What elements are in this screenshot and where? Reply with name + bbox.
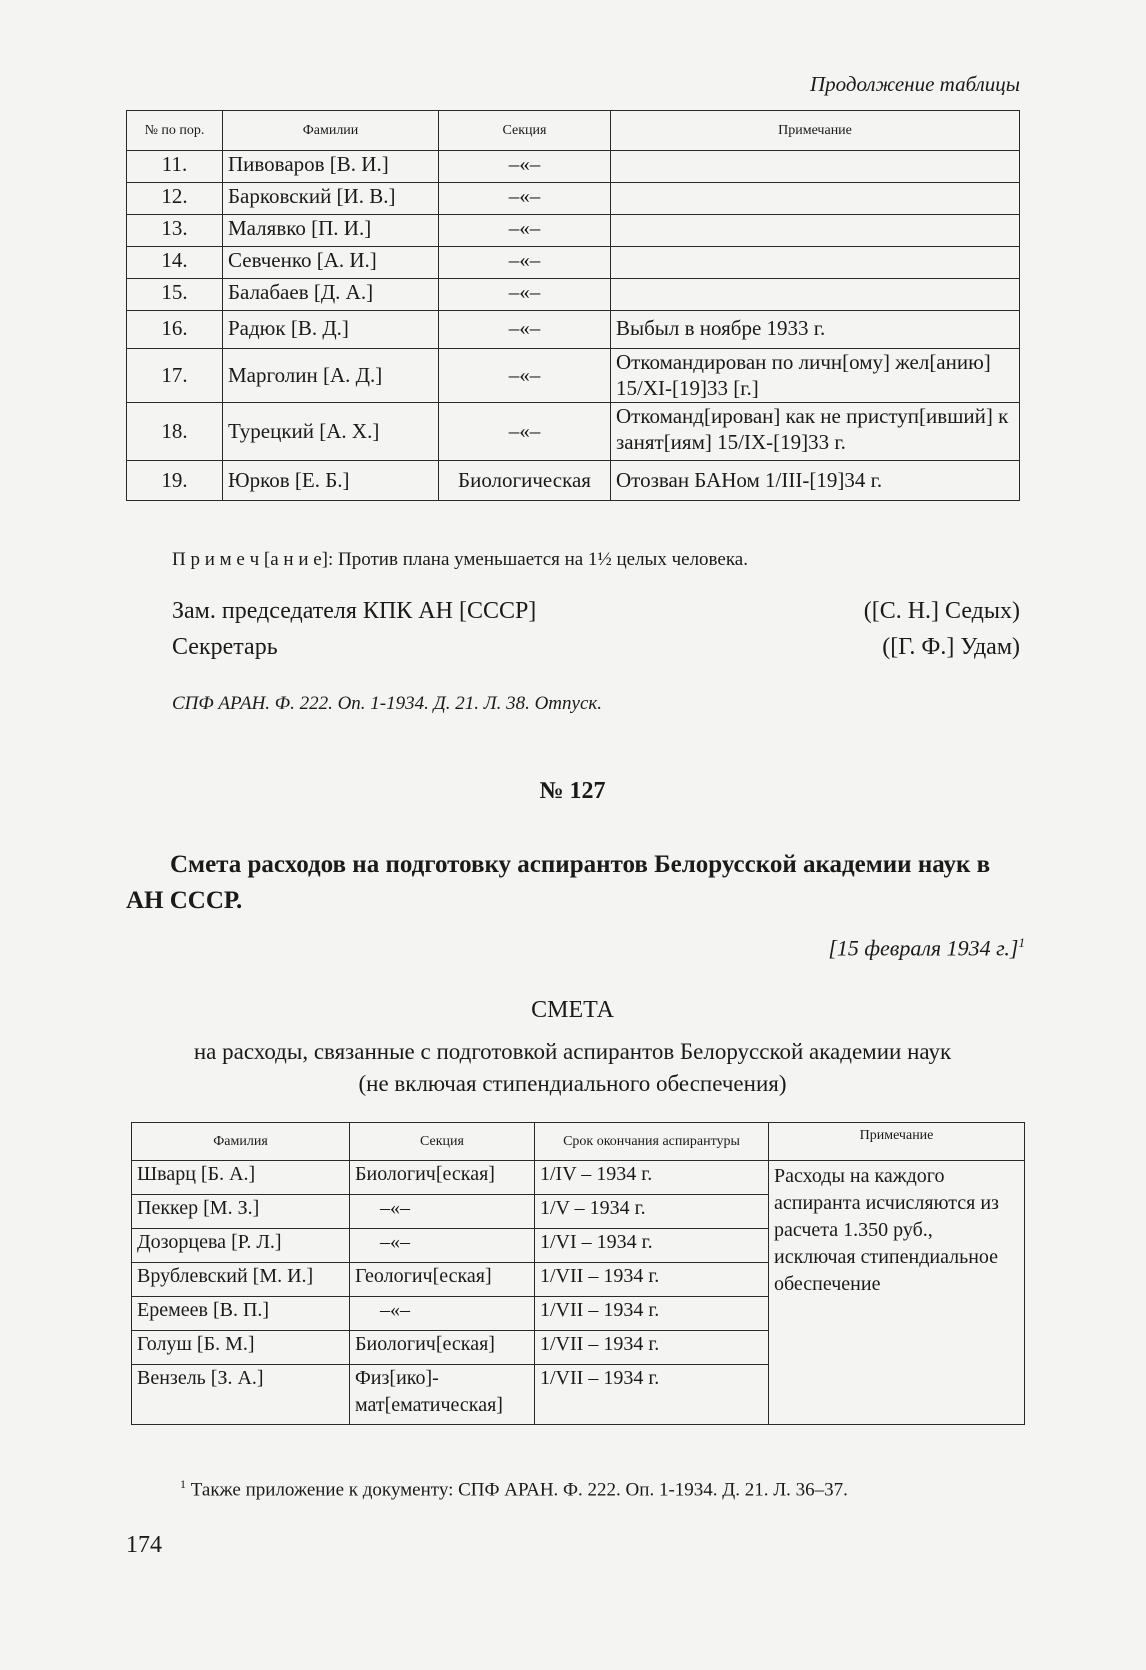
row-section: –«– [439, 183, 611, 215]
row-section: Биологич[еская] [350, 1161, 535, 1195]
col-header-note: Примечание [769, 1123, 1025, 1161]
table-row [127, 311, 1020, 349]
signature-name-1: ([С. Н.] Седых) [863, 598, 1020, 624]
smeta-subtitle-2: (не включая стипендиального обеспечения) [358, 1071, 787, 1096]
row-number: 14. [127, 247, 223, 279]
row-note [611, 279, 1020, 311]
row-name: Голуш [Б. М.] [132, 1331, 350, 1365]
row-name: Турецкий [А. Х.] [223, 403, 439, 461]
table-row [127, 151, 1020, 183]
col-header-term: Срок окончания аспирантуры [535, 1123, 769, 1161]
table-row [127, 247, 1020, 279]
row-name: Радюк [В. Д.] [223, 311, 439, 349]
row-name: Врублевский [М. И.] [132, 1263, 350, 1297]
row-name: Марголин [А. Д.] [223, 349, 439, 403]
row-name: Шварц [Б. А.] [132, 1161, 350, 1195]
footnote [180, 1477, 848, 1501]
row-number: 19. [127, 461, 223, 501]
row-section: –«– [350, 1195, 535, 1229]
signature-title-2: Секретарь [172, 634, 278, 660]
col-header-number: № по пор. [127, 111, 223, 151]
row-section: –«– [439, 247, 611, 279]
row-section: –«– [439, 349, 611, 403]
row-number: 16. [127, 311, 223, 349]
row-number: 12. [127, 183, 223, 215]
row-name: Барковский [И. В.] [223, 183, 439, 215]
table-note: П р и м е ч [а н и е]: Против плана уменьшается на 1½ целых человека. [172, 549, 748, 570]
col-header-note: Примечание [611, 111, 1020, 151]
row-name: Еремеев [В. П.] [132, 1297, 350, 1331]
signature-title-1: Зам. председателя КПК АН [СССР] [172, 598, 537, 624]
col-header-name: Фамилии [223, 111, 439, 151]
row-term: 1/VII – 1934 г. [535, 1365, 769, 1425]
row-term: 1/VII – 1934 г. [535, 1263, 769, 1297]
row-section: –«– [439, 403, 611, 461]
staff-table [126, 110, 1020, 501]
table-row [132, 1161, 1025, 1195]
table-row [127, 403, 1020, 461]
row-note [611, 247, 1020, 279]
row-section: –«– [439, 151, 611, 183]
smeta-note: Расходы на каждого аспиранта исчисляются из расчета 1.350 руб., исключая стипендиальное обеспечение [769, 1161, 1025, 1425]
table-row [127, 215, 1020, 247]
col-header-section: Секция [350, 1123, 535, 1161]
footnote-number: 1 [180, 1477, 186, 1491]
row-note: Откомандирован по личн[ому] жел[анию] 15/XI-[19]33 [г.] [611, 349, 1020, 403]
row-term: 1/VII – 1934 г. [535, 1297, 769, 1331]
smeta-heading: СМЕТА [531, 997, 614, 1023]
row-name: Вензель [З. А.] [132, 1365, 350, 1425]
row-section: Геологич[еская] [350, 1263, 535, 1297]
smeta-table [131, 1122, 1025, 1425]
page-number: 174 [126, 1532, 162, 1558]
row-note [611, 151, 1020, 183]
row-number: 15. [127, 279, 223, 311]
row-name: Дозорцева [Р. Л.] [132, 1229, 350, 1263]
source-reference: СПФ АРАН. Ф. 222. Оп. 1-1934. Д. 21. Л. 38. Отпуск. [172, 693, 603, 714]
row-name: Севченко [А. И.] [223, 247, 439, 279]
row-note [611, 183, 1020, 215]
row-section: –«– [439, 215, 611, 247]
row-section: –«– [439, 311, 611, 349]
table-row [127, 461, 1020, 501]
smeta-subtitle-1: на расходы, связанные с подготовкой аспирантов Белорусской академии наук [193, 1039, 952, 1064]
row-name: Юрков [Е. Б.] [223, 461, 439, 501]
row-note [611, 215, 1020, 247]
row-number: 13. [127, 215, 223, 247]
document-date [780, 935, 1025, 961]
row-number: 18. [127, 403, 223, 461]
row-name: Балабаев [Д. А.] [223, 279, 439, 311]
row-note: Отозван БАНом 1/III-[19]34 г. [611, 461, 1020, 501]
row-note: Откоманд[ирован] как не приступ[ивший] к занят[иям] 15/IX-[19]33 г. [611, 403, 1020, 461]
document-number: № 127 [539, 778, 606, 804]
row-number: 17. [127, 349, 223, 403]
document-date-text: [15 февраля 1934 г.] [828, 935, 1019, 961]
row-number: 11. [127, 151, 223, 183]
footnote-mark: 1 [1018, 935, 1025, 950]
row-term: 1/VI – 1934 г. [535, 1229, 769, 1263]
row-name: Малявко [П. И.] [223, 215, 439, 247]
row-section: –«– [439, 279, 611, 311]
row-note: Выбыл в ноябре 1933 г. [611, 311, 1020, 349]
row-section: Биологич[еская] [350, 1331, 535, 1365]
row-section: –«– [350, 1229, 535, 1263]
table-row [127, 349, 1020, 403]
table-row [127, 183, 1020, 215]
row-section: –«– [350, 1297, 535, 1331]
signature-name-2: ([Г. Ф.] Удам) [882, 634, 1020, 660]
row-term: 1/V – 1934 г. [535, 1195, 769, 1229]
row-section: Физ[ико]-мат[ематическая] [350, 1365, 535, 1425]
footnote-text: Также приложение к документу: СПФ АРАН. Ф. 222. Оп. 1-1934. Д. 21. Л. 36–37. [190, 1479, 848, 1501]
row-name: Пивоваров [В. И.] [223, 151, 439, 183]
table-row [127, 279, 1020, 311]
col-header-section: Секция [439, 111, 611, 151]
document-title: Смета расходов на подготовку аспирантов Белорусской академии наук в АН СССР. [126, 851, 991, 914]
row-name: Пеккер [М. З.] [132, 1195, 350, 1229]
row-term: 1/VII – 1934 г. [535, 1331, 769, 1365]
row-term: 1/IV – 1934 г. [535, 1161, 769, 1195]
row-section: Биологическая [439, 461, 611, 501]
col-header-name: Фамилия [132, 1123, 350, 1161]
continuation-label: Продолжение таблицы [809, 72, 1020, 96]
